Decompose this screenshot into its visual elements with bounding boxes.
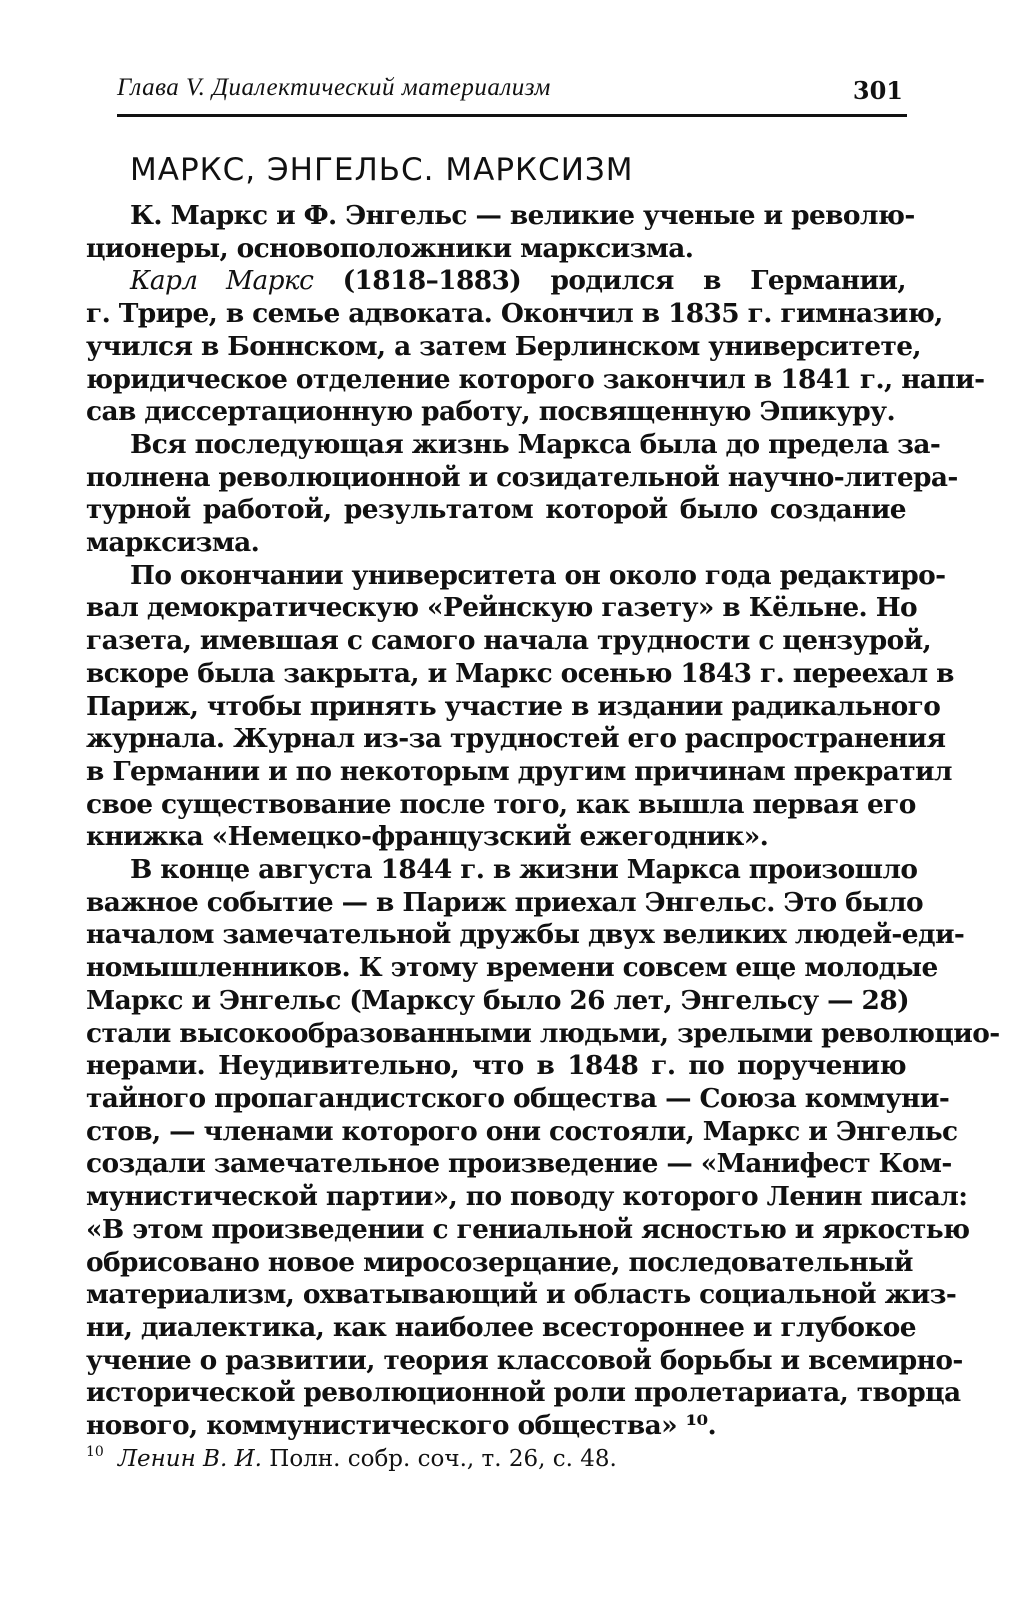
text-line: номышленников. К этому времени совсем еще молодые bbox=[86, 952, 938, 984]
footnote-author: Ленин В. И. bbox=[117, 1446, 262, 1472]
text-line: полнена революционной и созидательной научно-литера- bbox=[86, 461, 958, 493]
text-line: нового, коммунистического общества» ¹⁰. bbox=[86, 1410, 717, 1442]
text-line: ни, диалектика, как наиболее всестороннее и глубокое bbox=[86, 1311, 916, 1343]
line-rest: (1818–1883) родился в Германии, bbox=[313, 265, 906, 297]
text-line: марксизма. bbox=[86, 527, 260, 559]
header-rule bbox=[117, 114, 907, 117]
text-line: создали замечательное произведение — «Манифест Ком- bbox=[86, 1148, 952, 1180]
text-line: сав диссертационную работу, посвященную Эпикуру. bbox=[86, 396, 896, 428]
section-title: МАРКС, ЭНГЕЛЬС. МАРКСИЗМ bbox=[130, 152, 634, 188]
text-line: свое существование после того, как вышла первая его bbox=[86, 788, 916, 820]
italic-name: Карл Маркс bbox=[130, 265, 314, 297]
text-line: В конце августа 1844 г. в жизни Маркса произошло bbox=[130, 854, 918, 886]
text-line: Париж, чтобы принять участие в издании радикального bbox=[86, 690, 941, 722]
text-line: книжка «Немецко-французский ежегодник». bbox=[86, 821, 769, 853]
text-line: стов, — членами которого они состояли, Маркс и Энгельс bbox=[86, 1115, 958, 1147]
text-line: ционеры, основоположники марксизма. bbox=[86, 232, 694, 264]
text-line: газета, имевшая с самого начала трудности с цензурой, bbox=[86, 625, 932, 657]
text-line: г. Трире, в семье адвоката. Окончил в 1835 г. гимназию, bbox=[86, 298, 943, 330]
text-line: Вся последующая жизнь Маркса была до предела за- bbox=[130, 428, 941, 460]
text-line: исторической революционной роли пролетариата, творца bbox=[86, 1377, 961, 1409]
footnote-text: Полн. собр. соч., т. 26, с. 48. bbox=[261, 1446, 617, 1472]
body-text bbox=[86, 200, 1000, 1443]
text-line: К. Маркс и Ф. Энгельс — великие ученые и револю- bbox=[130, 200, 915, 231]
text-line: вскоре была закрыта, и Маркс осенью 1843 г. переехал в bbox=[86, 657, 954, 689]
text-line: учение о развитии, теория классовой борьбы и всемирно- bbox=[86, 1344, 963, 1376]
text-line: вал демократическую «Рейнскую газету» в Кёльне. Но bbox=[86, 592, 918, 624]
text-line: По окончании университета он около года редактиро- bbox=[130, 559, 946, 591]
text-line: журнала. Журнал из-за трудностей его распространения bbox=[86, 723, 946, 755]
text-line: материализм, охватывающий и область социальной жиз- bbox=[86, 1279, 957, 1311]
text-line: «В этом произведении с гениальной ясностью и яркостью bbox=[86, 1213, 970, 1245]
footnote-mark: 10 bbox=[86, 1444, 104, 1460]
text-line: Маркс и Энгельс (Марксу было 26 лет, Энгельсу — 28) bbox=[86, 984, 909, 1016]
text-line: учился в Боннском, а затем Берлинском университете, bbox=[86, 330, 921, 362]
text-line: в Германии и по некоторым другим причинам прекратил bbox=[86, 755, 952, 787]
page-number: 301 bbox=[852, 76, 903, 105]
running-head: Глава V. Диалектический материализм bbox=[117, 74, 551, 101]
footnote bbox=[86, 1444, 617, 1472]
text-line: стали высокообразованными людьми, зрелыми революцио- bbox=[86, 1017, 1000, 1049]
text-line: юридическое отделение которого закончил в 1841 г., напи- bbox=[86, 363, 985, 395]
text-line: началом замечательной дружбы двух великих людей-еди- bbox=[86, 919, 965, 951]
text-line bbox=[86, 265, 906, 298]
text-line: турной работой, результатом которой было создание bbox=[86, 494, 906, 526]
text-line: обрисовано новое миросозерцание, последовательный bbox=[86, 1246, 913, 1278]
text-line: нерами. Неудивительно, что в 1848 г. по поручению bbox=[86, 1050, 906, 1082]
page-header bbox=[117, 72, 905, 122]
text-line: важное событие — в Париж приехал Энгельс. Это было bbox=[86, 886, 923, 918]
text-line: тайного пропагандистского общества — Союза коммуни- bbox=[86, 1082, 950, 1114]
text-line: мунистической партии», по поводу которого Ленин писал: bbox=[86, 1181, 968, 1213]
